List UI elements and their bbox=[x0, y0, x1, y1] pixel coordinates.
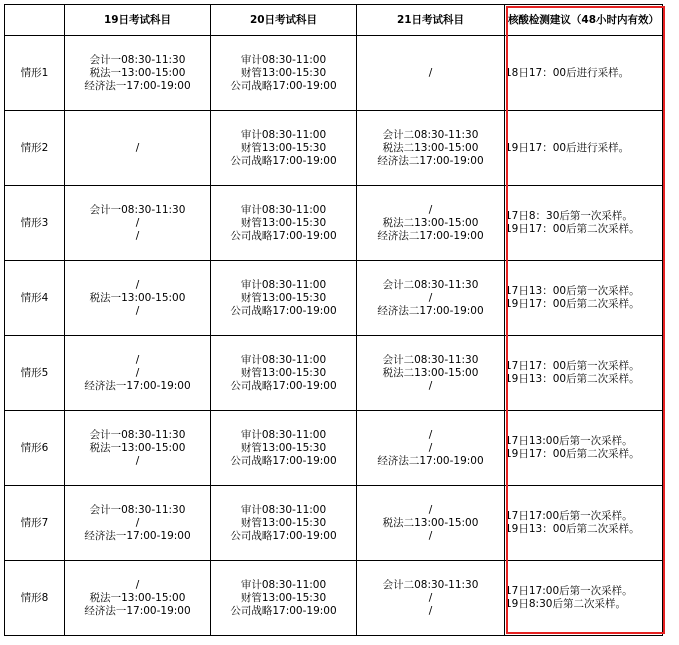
exam-line: 会计一08:30-11:30 bbox=[89, 503, 186, 516]
table-row bbox=[5, 186, 663, 261]
advice-line: 19日8:30后第二次采样。 bbox=[505, 598, 626, 610]
exam-line: 经济法二17:00-19:00 bbox=[377, 229, 484, 242]
schedule-cell-d20 bbox=[211, 336, 357, 411]
exam-line: / bbox=[135, 578, 140, 591]
exam-line: 财管13:00-15:30 bbox=[240, 441, 327, 454]
exam-line: / bbox=[135, 304, 140, 317]
header-day19: 19日考试科目 bbox=[65, 5, 211, 36]
schedule-cell-d20 bbox=[211, 561, 357, 636]
exam-line: 公司战略17:00-19:00 bbox=[230, 604, 337, 617]
schedule-cell-d20 bbox=[211, 186, 357, 261]
advice-line: 17日13：00后第一次采样。 bbox=[505, 285, 640, 297]
advice-line: 19日13：00后第二次采样。 bbox=[505, 523, 640, 535]
exam-line: 公司战略17:00-19:00 bbox=[230, 304, 337, 317]
exam-line: 审计08:30-11:00 bbox=[240, 278, 327, 291]
advice-cell bbox=[505, 411, 663, 486]
table-body bbox=[5, 36, 663, 636]
advice-line: 17日17:00后第一次采样。 bbox=[505, 510, 633, 522]
exam-schedule-table bbox=[4, 4, 663, 636]
exam-line: 财管13:00-15:30 bbox=[240, 216, 327, 229]
table-row bbox=[5, 561, 663, 636]
exam-line: 公司战略17:00-19:00 bbox=[230, 229, 337, 242]
schedule-cell-d21 bbox=[357, 561, 505, 636]
exam-line: 公司战略17:00-19:00 bbox=[230, 154, 337, 167]
exam-line: / bbox=[428, 591, 433, 604]
exam-line: / bbox=[428, 66, 433, 79]
table-row bbox=[5, 336, 663, 411]
advice-cell bbox=[505, 111, 663, 186]
table-row bbox=[5, 486, 663, 561]
exam-line: 会计二08:30-11:30 bbox=[382, 353, 479, 366]
exam-line: / bbox=[428, 503, 433, 516]
schedule-cell-d19 bbox=[65, 336, 211, 411]
exam-line: 审计08:30-11:00 bbox=[240, 128, 327, 141]
schedule-cell-d19 bbox=[65, 486, 211, 561]
exam-line: / bbox=[135, 216, 140, 229]
advice-line: 19日13：00后第二次采样。 bbox=[505, 373, 640, 385]
exam-line: 会计二08:30-11:30 bbox=[382, 128, 479, 141]
exam-line: 财管13:00-15:30 bbox=[240, 591, 327, 604]
row-label: 情形3 bbox=[5, 186, 65, 261]
table-row bbox=[5, 36, 663, 111]
row-label: 情形4 bbox=[5, 261, 65, 336]
exam-line: 经济法一17:00-19:00 bbox=[84, 529, 191, 542]
schedule-cell-d21 bbox=[357, 36, 505, 111]
advice-line: 17日17：00后第一次采样。 bbox=[505, 360, 640, 372]
schedule-cell-d20 bbox=[211, 411, 357, 486]
schedule-cell-d21 bbox=[357, 186, 505, 261]
schedule-cell-d21 bbox=[357, 411, 505, 486]
exam-line: 税法二13:00-15:00 bbox=[382, 216, 479, 229]
advice-cell bbox=[505, 336, 663, 411]
exam-line: / bbox=[135, 229, 140, 242]
exam-line: 税法一13:00-15:00 bbox=[89, 441, 186, 454]
exam-line: / bbox=[135, 454, 140, 467]
header-suggestion: 核酸检测建议（48小时内有效） bbox=[505, 5, 663, 36]
exam-line: 会计二08:30-11:30 bbox=[382, 578, 479, 591]
exam-line: / bbox=[428, 529, 433, 542]
exam-line: / bbox=[428, 291, 433, 304]
exam-line: 公司战略17:00-19:00 bbox=[230, 379, 337, 392]
advice-line: 17日8：30后第一次采样。 bbox=[505, 210, 633, 222]
advice-line: 19日17：00后第二次采样。 bbox=[505, 298, 640, 310]
exam-line: 财管13:00-15:30 bbox=[240, 141, 327, 154]
schedule-cell-d20 bbox=[211, 261, 357, 336]
advice-cell bbox=[505, 486, 663, 561]
exam-line: 审计08:30-11:00 bbox=[240, 203, 327, 216]
exam-line: 财管13:00-15:30 bbox=[240, 291, 327, 304]
exam-line: 财管13:00-15:30 bbox=[240, 366, 327, 379]
row-label: 情形2 bbox=[5, 111, 65, 186]
schedule-cell-d21 bbox=[357, 111, 505, 186]
table-row bbox=[5, 261, 663, 336]
advice-cell bbox=[505, 36, 663, 111]
exam-line: 经济法二17:00-19:00 bbox=[377, 454, 484, 467]
exam-line: 税法二13:00-15:00 bbox=[382, 141, 479, 154]
exam-line: / bbox=[428, 604, 433, 617]
advice-line: 18日17：00后进行采样。 bbox=[505, 66, 630, 79]
advice-cell bbox=[505, 186, 663, 261]
exam-line: / bbox=[135, 278, 140, 291]
table-row bbox=[5, 111, 663, 186]
exam-line: 会计一08:30-11:30 bbox=[89, 53, 186, 66]
schedule-cell-d20 bbox=[211, 486, 357, 561]
exam-line: 会计二08:30-11:30 bbox=[382, 278, 479, 291]
exam-line: / bbox=[135, 353, 140, 366]
schedule-cell-d19 bbox=[65, 561, 211, 636]
exam-line: / bbox=[428, 428, 433, 441]
exam-line: / bbox=[135, 141, 140, 154]
header-blank bbox=[5, 5, 65, 36]
exam-line: 会计一08:30-11:30 bbox=[89, 428, 186, 441]
schedule-cell-d19 bbox=[65, 36, 211, 111]
schedule-cell-d21 bbox=[357, 486, 505, 561]
table-row bbox=[5, 411, 663, 486]
exam-line: 税法一13:00-15:00 bbox=[89, 66, 186, 79]
schedule-cell-d20 bbox=[211, 36, 357, 111]
exam-line: 审计08:30-11:00 bbox=[240, 53, 327, 66]
exam-line: 财管13:00-15:30 bbox=[240, 516, 327, 529]
exam-line: / bbox=[135, 516, 140, 529]
advice-line: 19日17：00后第二次采样。 bbox=[505, 448, 640, 460]
exam-line: / bbox=[428, 379, 433, 392]
exam-line: 税法一13:00-15:00 bbox=[89, 291, 186, 304]
schedule-cell-d19 bbox=[65, 111, 211, 186]
exam-line: 税法二13:00-15:00 bbox=[382, 366, 479, 379]
row-label: 情形7 bbox=[5, 486, 65, 561]
schedule-cell-d21 bbox=[357, 261, 505, 336]
exam-line: 经济法一17:00-19:00 bbox=[84, 379, 191, 392]
exam-line: 审计08:30-11:00 bbox=[240, 503, 327, 516]
schedule-cell-d19 bbox=[65, 411, 211, 486]
exam-line: / bbox=[428, 441, 433, 454]
schedule-cell-d19 bbox=[65, 261, 211, 336]
advice-line: 17日13:00后第一次采样。 bbox=[505, 435, 633, 447]
schedule-cell-d19 bbox=[65, 186, 211, 261]
advice-cell bbox=[505, 261, 663, 336]
exam-line: / bbox=[428, 203, 433, 216]
exam-line: 审计08:30-11:00 bbox=[240, 353, 327, 366]
exam-line: 经济法一17:00-19:00 bbox=[84, 79, 191, 92]
exam-line: 经济法一17:00-19:00 bbox=[84, 604, 191, 617]
exam-line: 公司战略17:00-19:00 bbox=[230, 454, 337, 467]
row-label: 情形6 bbox=[5, 411, 65, 486]
exam-line: / bbox=[135, 366, 140, 379]
exam-line: 经济法二17:00-19:00 bbox=[377, 304, 484, 317]
exam-line: 审计08:30-11:00 bbox=[240, 428, 327, 441]
exam-line: 公司战略17:00-19:00 bbox=[230, 79, 337, 92]
advice-line: 19日17：00后第二次采样。 bbox=[505, 223, 640, 235]
exam-line: 税法二13:00-15:00 bbox=[382, 516, 479, 529]
advice-cell bbox=[505, 561, 663, 636]
exam-line: 会计一08:30-11:30 bbox=[89, 203, 186, 216]
schedule-cell-d21 bbox=[357, 336, 505, 411]
exam-line: 审计08:30-11:00 bbox=[240, 578, 327, 591]
exam-line: 经济法二17:00-19:00 bbox=[377, 154, 484, 167]
row-label: 情形8 bbox=[5, 561, 65, 636]
header-row bbox=[5, 5, 663, 36]
exam-line: 财管13:00-15:30 bbox=[240, 66, 327, 79]
exam-line: 税法一13:00-15:00 bbox=[89, 591, 186, 604]
advice-line: 19日17：00后进行采样。 bbox=[505, 141, 630, 154]
exam-line: 公司战略17:00-19:00 bbox=[230, 529, 337, 542]
schedule-cell-d20 bbox=[211, 111, 357, 186]
row-label: 情形1 bbox=[5, 36, 65, 111]
header-day20: 20日考试科目 bbox=[211, 5, 357, 36]
row-label: 情形5 bbox=[5, 336, 65, 411]
advice-line: 17日17:00后第一次采样。 bbox=[505, 585, 633, 597]
header-day21: 21日考试科目 bbox=[357, 5, 505, 36]
